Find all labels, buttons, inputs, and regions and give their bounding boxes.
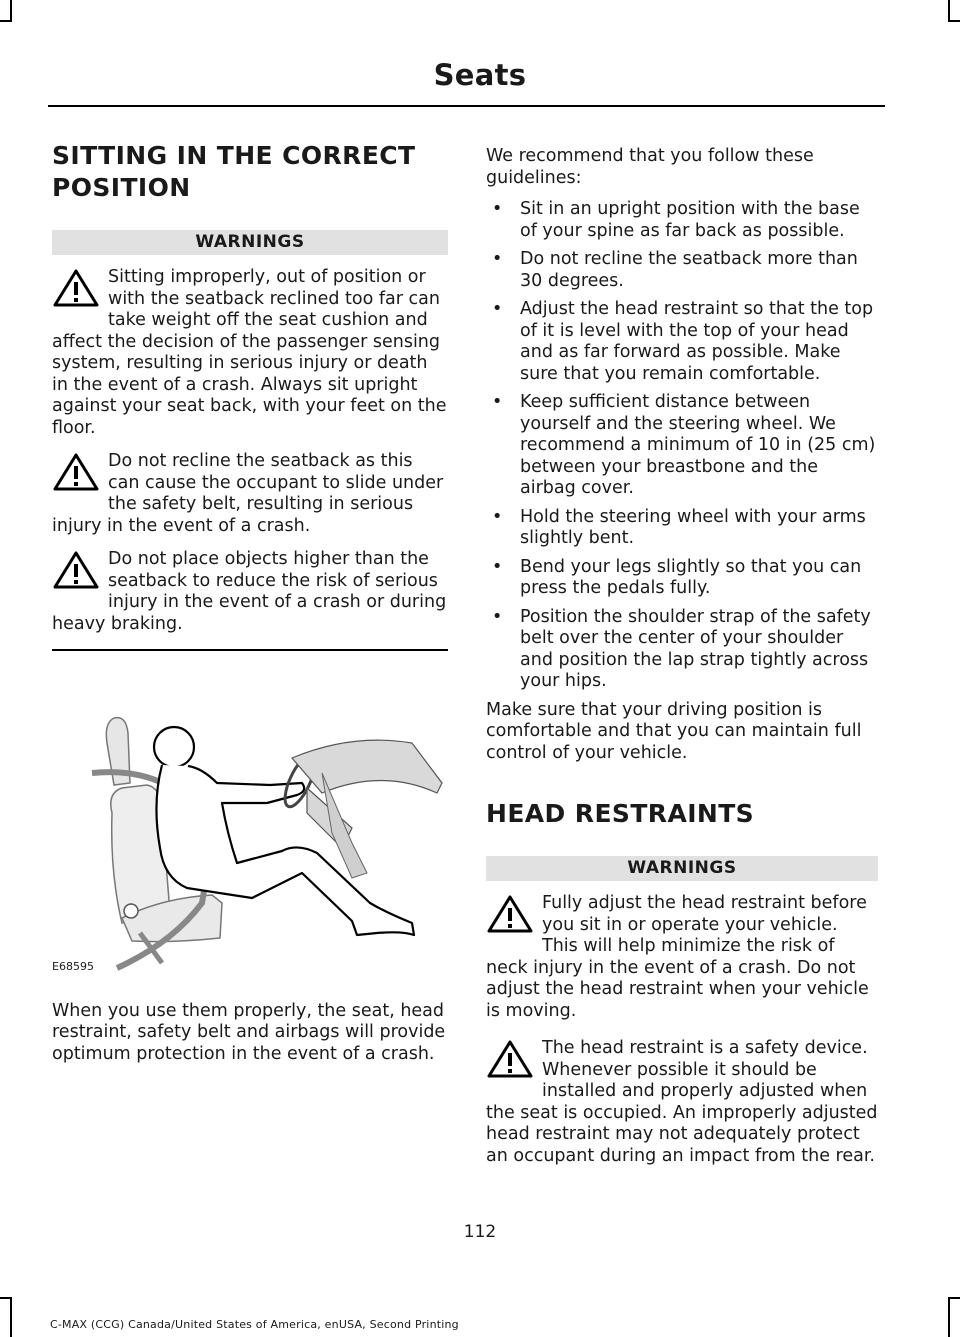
paragraph: We recommend that you follow these guidelines: <box>486 146 814 188</box>
crop-mark <box>0 1297 12 1299</box>
seating-position-illustration <box>52 673 445 973</box>
warning-triangle-icon <box>486 894 538 938</box>
bullet: • <box>492 506 503 527</box>
warning-item <box>52 267 448 439</box>
warning-item <box>486 893 878 1022</box>
list-item <box>486 607 878 693</box>
list-item <box>486 507 878 550</box>
crop-mark <box>0 20 12 22</box>
edition-info: C-MAX (CCG) Canada/United States of America, enUSA, Second Printing <box>50 1318 459 1331</box>
left-column <box>52 140 448 1065</box>
warning-triangle-icon <box>52 550 104 594</box>
warnings-end-rule <box>52 649 448 651</box>
warning-text: Do not recline the seatback as this can cause the occupant to slide under the safety belt, resulting in serious injury in the event of a crash. <box>52 451 444 536</box>
bullet: • <box>492 199 503 219</box>
crop-mark <box>948 0 950 20</box>
bullet: • <box>492 249 503 269</box>
section-title-line2: POSITION <box>52 173 191 202</box>
list-item <box>486 557 878 600</box>
paragraph: When you use them properly, the seat, head restraint, safety belt and airbags will provide optimum protection in the event of a crash. <box>52 1000 446 1064</box>
list-item-text: Keep sufficient distance between yourself and the steering wheel. We recommend a minimum of 10 in (25 cm) between your breastbone and the airbag cover. <box>520 392 876 498</box>
list-item-text: Do not recline the seatback more than 30 degrees. <box>520 249 858 291</box>
list-item-text: Adjust the head restraint so that the top of it is level with the top of your head and as far forward as possible. Make sure that you remain comfortable. <box>520 299 874 384</box>
crop-mark <box>10 0 12 20</box>
warning-text: Do not place objects higher than the seatback to reduce the risk of serious injury in the event of a crash or during heavy braking. <box>52 549 447 634</box>
list-item <box>486 199 878 242</box>
warnings-header: WARNINGS <box>52 230 448 255</box>
warning-item <box>52 549 448 635</box>
right-column <box>486 146 878 1167</box>
bullet: • <box>492 299 503 319</box>
crop-mark <box>948 20 960 22</box>
section-title-head-restraints: HEAD RESTRAINTS <box>486 799 755 828</box>
section-title-line1: SITTING IN THE CORRECT <box>52 141 416 170</box>
warning-item <box>486 1038 878 1167</box>
list-item-text: Position the shoulder strap of the safety belt over the center of your shoulder and position the lap strap tightly across your hips. <box>520 606 871 691</box>
list-item <box>486 299 878 385</box>
warning-text: The head restraint is a safety device. Whenever possible it should be installed and properly adjusted when the seat is occupied. An improperly adjusted head restraint may not adequately protect an occupant during an impact from the rear. <box>486 1038 878 1166</box>
list-item <box>486 392 878 500</box>
list-item-text: Sit in an upright position with the base of your spine as far back as possible. <box>520 199 860 241</box>
bullet: • <box>492 392 503 412</box>
guidelines-list <box>486 199 878 693</box>
section-title <box>52 140 448 204</box>
figure-id: E68595 <box>52 959 94 973</box>
bullet: • <box>492 606 503 627</box>
crop-mark <box>948 1297 950 1337</box>
warning-triangle-icon <box>52 268 104 312</box>
warning-text: Fully adjust the head restraint before you sit in or operate your vehicle. This will help minimize the risk of neck injury in the event of a crash. Do not adjust the head restraint when your vehicle is moving. <box>486 893 869 1021</box>
crop-mark <box>948 1297 960 1299</box>
page-number: 112 <box>463 1222 497 1242</box>
paragraph: Make sure that your driving position is comfortable and that you can maintain full control of your vehicle. <box>486 699 862 763</box>
warning-triangle-icon <box>486 1039 538 1083</box>
warning-text: Sitting improperly, out of position or with the seatback reclined too far can take weight off the seat cushion and affect the decision of the passenger sensing system, resulting in serious injury or death in the event of a crash. Always sit upright against your seat back, with your feet on the floor. <box>52 267 447 438</box>
warnings-header: WARNINGS <box>486 856 878 881</box>
list-item-text: Hold the steering wheel with your arms slightly bent. <box>520 506 866 548</box>
header-rule <box>48 105 885 107</box>
warning-item <box>52 451 448 537</box>
page-title: Seats <box>433 58 527 92</box>
list-item-text: Bend your legs slightly so that you can press the pedals fully. <box>520 556 862 598</box>
list-item <box>486 249 878 292</box>
crop-mark <box>10 1297 12 1337</box>
warning-triangle-icon <box>52 452 104 496</box>
bullet: • <box>492 556 503 577</box>
